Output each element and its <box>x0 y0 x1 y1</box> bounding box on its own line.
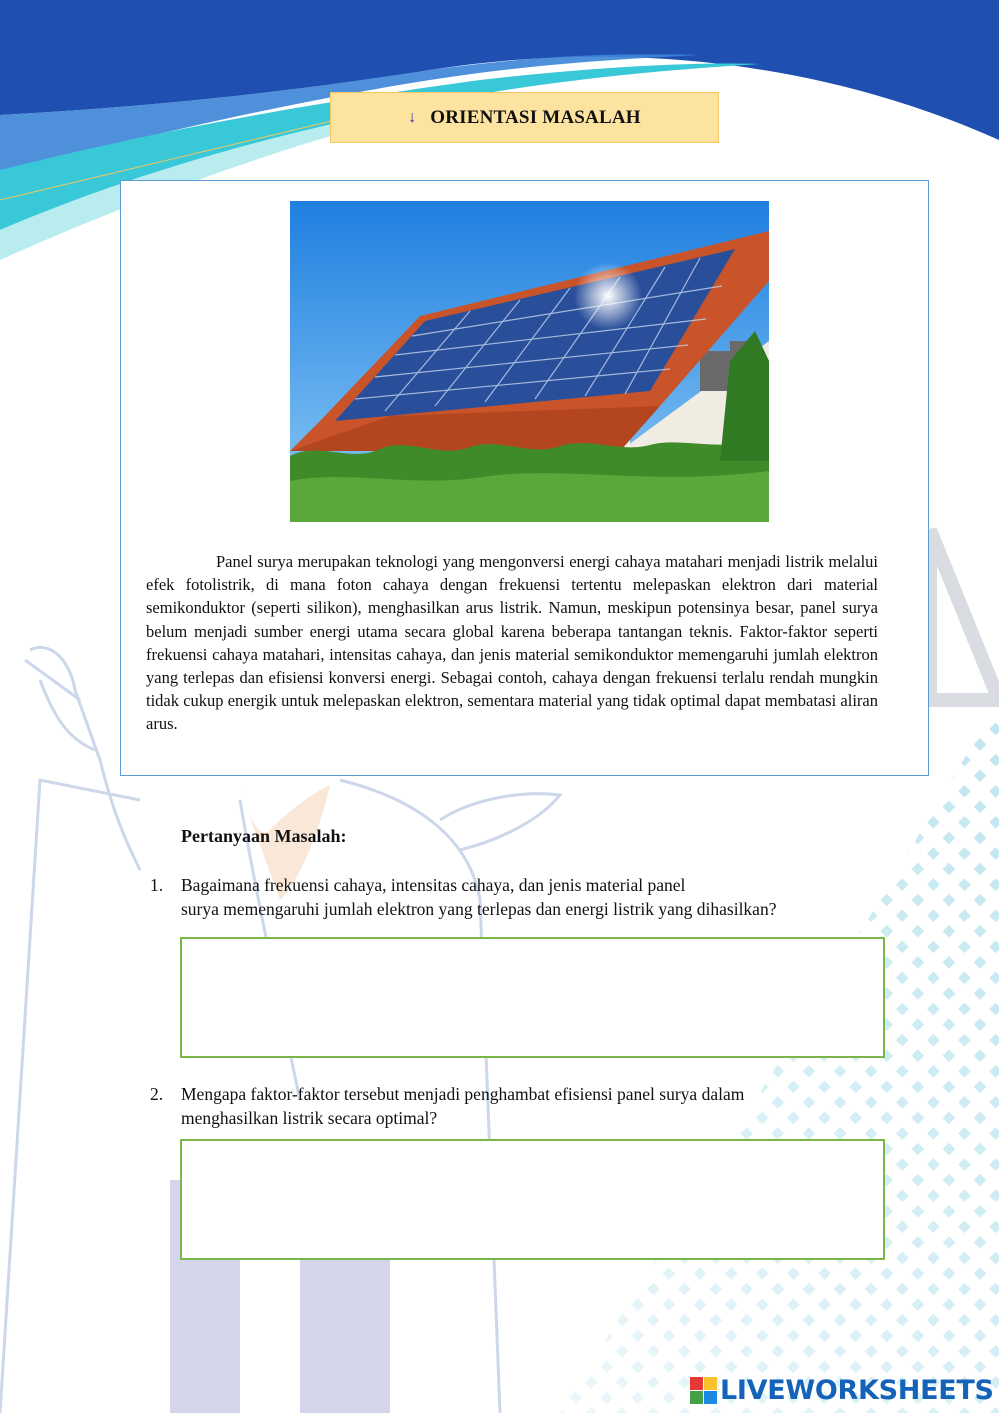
down-arrow-icon: ↓ <box>408 108 417 126</box>
question-number: 2. <box>150 1084 164 1104</box>
question-text <box>181 1083 881 1130</box>
question-number: 1. <box>150 875 164 895</box>
section-title: ORIENTASI MASALAH <box>430 106 641 128</box>
answer-input-1[interactable] <box>180 937 885 1058</box>
solar-house-photo <box>290 201 769 522</box>
question-line: surya memengaruhi jumlah elektron yang terlepas dan energi listrik yang dihasilkan? <box>181 898 777 919</box>
liveworksheets-logo[interactable] <box>690 1374 994 1406</box>
question-line: Bagaimana frekuensi cahaya, intensitas cahaya, dan jenis material panel <box>181 875 686 895</box>
orientation-paragraph: Panel surya merupakan teknologi yang mengonversi energi cahaya matahari menjadi listrik melalui efek fotolistrik, di mana foton cahaya dengan frekuensi tertentu melepaskan elektron dari material semikonduktor (seperti silikon), menghasilkan arus listrik. Namun, meskipun potensinya besar, panel surya belum menjadi sumber energi utama secara global karena beberapa tantangan teknis. Faktor-faktor seperti frekuensi cahaya matahari, intensitas cahaya, dan jenis material semikonduktor memengaruhi jumlah elektron yang terlepas dan efisiensi konversi energi. Sebagai contoh, cahaya dengan frekuensi terlalu rendah mungkin tidak cukup energik untuk melepaskan elektron, sementara material yang tidak optimal dapat membatasi aliran arus. <box>146 552 878 734</box>
question-text <box>181 874 881 921</box>
question-line: Mengapa faktor-faktor tersebut menjadi penghambat efisiensi panel surya dalam <box>181 1084 745 1104</box>
question-line: menghasilkan listrik secara optimal? <box>181 1107 438 1128</box>
section-header <box>330 92 719 143</box>
answer-input-2[interactable] <box>180 1139 885 1260</box>
questions-heading: Pertanyaan Masalah: <box>181 826 347 846</box>
orientation-card <box>120 180 929 776</box>
logo-text: LIVEWORKSHEETS <box>720 1374 994 1406</box>
logo-icon <box>690 1377 717 1404</box>
